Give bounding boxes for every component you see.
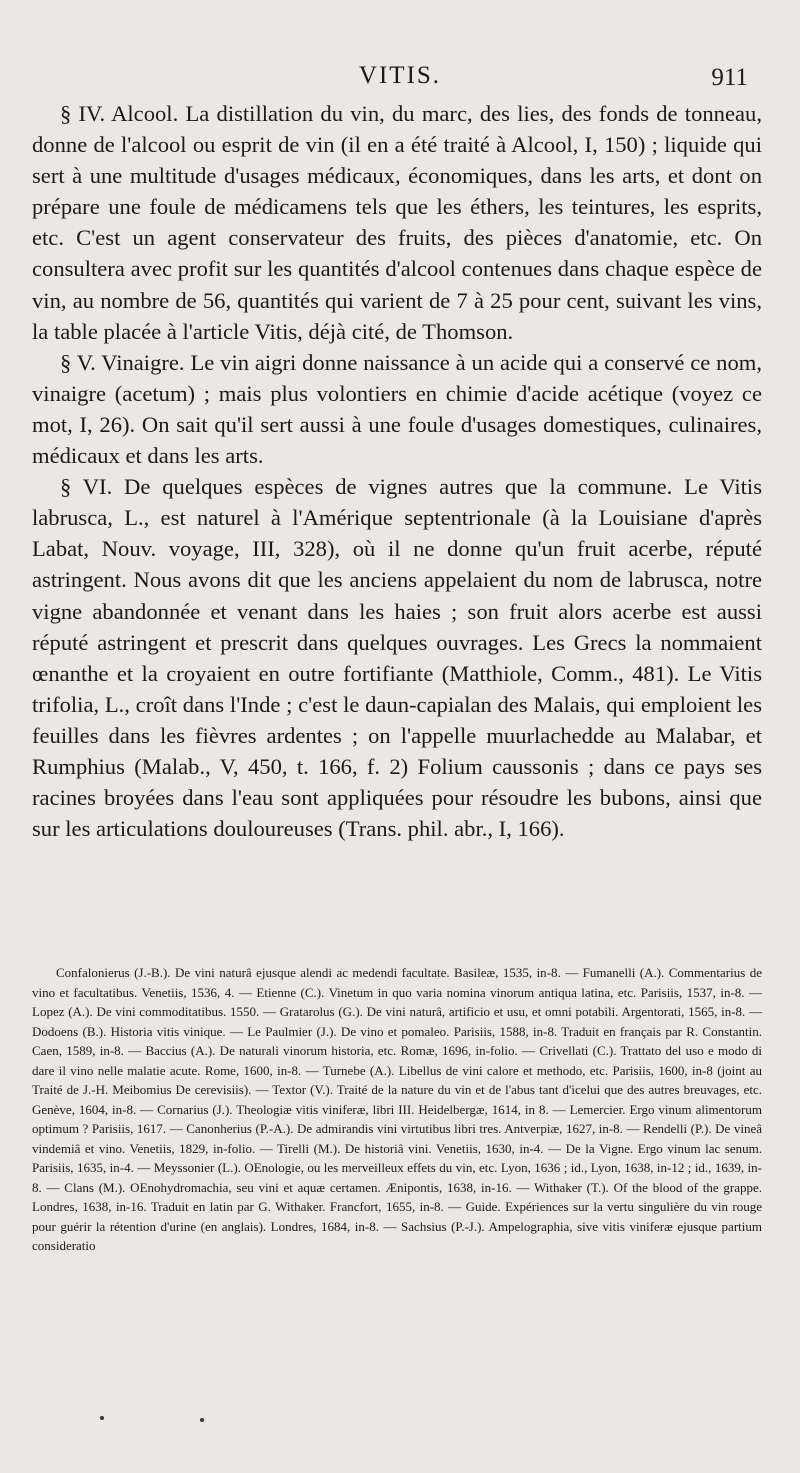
ink-speck — [200, 1418, 204, 1422]
section-text: Le Vitis labrusca, L., est naturel à l'Amérique septentrionale (à la Louisiane d'après Labat, Nouv. voyage, III, 328), où il ne donne qu'un fruit acerbe, réputé astringent. Nous avons dit que les anciens appelaient du nom de labrusca, notre vigne abandonnée et venant dans les haies ; son fruit alors acerbe est aussi réputé astringent et prescrit dans quelques ouvrages. Les Grecs la nommaient œnanthe et la croyaient en outre fortifiante (Matthiole, Comm., 481). Le Vitis trifolia, L., croît dans l'Inde ; c'est le daun-capialan des Malais, qui emploient les feuilles dans les fièvres ardentes ; on l'appelle muurlachedde au Malabar, et Rumphius (Malab., V, 450, t. 166, f. 2) Folium caussonis ; dans ce pays ses racines broyées dans l'eau sont appliquées pour résoudre les bubons, ainsi que sur les articulations douloureuses (Trans. phil. abr., I, 166). — [32, 474, 762, 842]
section-text: La distillation du vin, du marc, des lies, des fonds de tonneau, donne de l'alcool ou esprit de vin (il en a été traité à Alcool, I, 150) ; liquide qui sert à une multitude d'usages médicaux, économiques, dans les arts, et dont on prépare une foule de médicamens tels que les éthers, les teintures, les esprits, etc. C'est un agent conservateur des fruits, des pièces d'anatomie, etc. On consultera avec profit sur les quantités d'alcool contenues dans chaque espèce de vin, au nombre de 56, quantités qui varient de 7 à 25 pour cent, suivant les vins, la table placée à l'article Vitis, déjà cité, de Thomson. — [32, 101, 762, 344]
bibliography-notes — [32, 963, 762, 1256]
section-heading: § VI. De quelques espèces de vignes autres que la commune. — [60, 474, 673, 500]
ink-speck — [100, 1416, 104, 1420]
main-text — [32, 98, 762, 844]
page-header — [0, 62, 800, 96]
section-vinaigre — [32, 347, 762, 471]
section-text: Le vin aigri donne naissance à un acide qui a conservé ce nom, vinaigre (acetum) ; mais plus volontiers en chimie d'acide acétique (voyez ce mot, I, 26). On sait qu'il sert aussi à une foule d'usages domestiques, culinaires, médicaux et dans les arts. — [32, 349, 762, 469]
section-alcool — [32, 98, 762, 347]
section-heading: § V. Vinaigre. — [60, 349, 185, 375]
section-autres-vignes — [32, 471, 762, 844]
running-title: VITIS. — [358, 62, 442, 89]
section-heading: § IV. Alcool. — [60, 101, 179, 126]
page-number: 911 — [711, 64, 748, 91]
bibliography-text: Confalonierus (J.-B.). De vini naturâ ejusque alendi ac medendi facultate. Basileæ, 1535, in-8. — Fumanelli (A.). Commentarius de vino et facultatibus. Venetiis, 1536, 4. — Etienne (C.). Vinetum in quo varia nomina vinorum antiqua latina, etc. Parisiis, 1537, in-8. — Lopez (A.). De vini commoditatibus. 1550. — Gratarolus (G.). De vini naturâ, artificio et usu, et omni potabili. Argentorati, 1565, in-8. — Dodoens (B.). Historia vitis vinique. — Le Paulmier (J.). De vino et pomaleo. Parisiis, 1588, in-8. Traduit en français par R. Constantin. Caen, 1589, in-8. — Baccius (A.). De naturali vinorum historia, etc. Romæ, 1696, in-folio. — Crivellati (C.). Trattato del uso e modo di dare il vino nelle malatie acute. Rome, 1600, in-8. — Turnebe (A.). Libellus de vini calore et methodo, etc. Parisiis, 1600, in-8 (joint au Traité de J.-H. Meibomius De cerevisiis). — Textor (V.). Traité de la nature du vin et de l'abus tant d'icelui que des autres breuvages, etc. Genève, 1604, in-8. — Cornarius (J.). Theologiæ vitis viniferæ, libri III. Heidelbergæ, 1614, in 8. — Lemercier. Ergo vinum alimentorum optimum ? Parisiis, 1617. — Canonherius (P.-A.). De admirandis vini virtutibus libri tres. Antverpiæ, 1627, in-8. — Rendelli (P.). De vineâ vindemiâ et vino. Venetiis, 1829, in-folio. — Tirelli (M.). De historiâ vini. Venetiis, 1630, in-4. — De la Vigne. Ergo vinum lac senum. Parisiis, 1635, in-4. — Meyssonier (L.). OEnologie, ou les merveilleux effets du vin, etc. Lyon, 1636 ; id., Lyon, 1638, in-12 ; id., 1639, in-8. — Clans (M.). OEnohydromachia, seu vini et aquæ certamen. Ænipontis, 1638, in-16. — Withaker (T.). Of the blood of the grappe. Londres, 1638, in-16. Traduit en latin par G. Withaker. Francfort, 1655, in-8. — Guide. Expériences sur la vertu singulière du vin rouge pour guérir la rétention d'urine (en anglais). Londres, 1684, in-8. — Sachsius (P.-J.). Ampelographia, sive vitis viniferæ ejusque partium consideratio — [32, 965, 762, 1253]
